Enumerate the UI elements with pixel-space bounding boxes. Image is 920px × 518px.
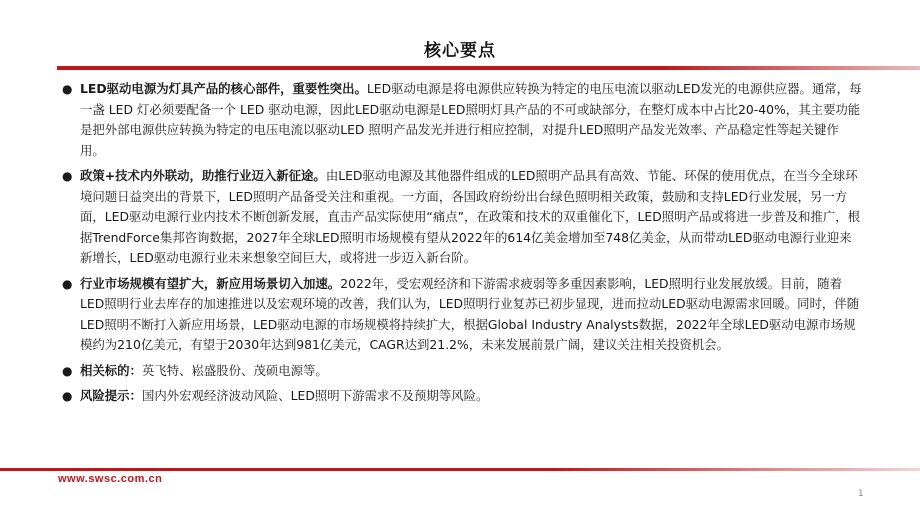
list-item-text <box>80 274 862 356</box>
list-item-heading: 行业市场规模有望扩大，新应用场景切入加速。 <box>80 275 341 291</box>
bullet-icon: ● <box>62 389 73 403</box>
list-item-text <box>80 386 862 407</box>
list-item-text <box>80 166 862 269</box>
bullet-icon: ● <box>62 82 73 96</box>
list-item <box>62 274 862 356</box>
list-item <box>62 361 862 382</box>
list-item-body: 由LED驱动电源及其他器件组成的LED照明产品具有高效、节能、环保的使用优点，在当今全球环境问题日益突出的背景下，LED照明产品备受关注和重视。一方面，各国政府纷纷出台绿色照明相关政策，鼓励和支持LED行业发展，另一方面，LED驱动电源行业内技术不断创新发展，直击产品实际使用“痛点”，在政策和技术的双重催化下，LED照明产品或将进一步普及和推广，根据TrendForce集邦咨询数据，2027年全球LED照明市场规模有望从2022年的614亿美金增加至748亿美金，从而带动LED驱动电源行业迎来新增长，LED驱动电源行业未来想象空间巨大，或将进一步迈入新台阶。 <box>80 168 861 265</box>
bullet-icon: ● <box>62 169 73 183</box>
list-item-body: 国内外宏观经济波动风险、LED照明下游需求不及预期等风险。 <box>141 388 489 403</box>
list-item-heading: 政策+技术内外联动，助推行业迈入新征途。 <box>80 168 326 183</box>
list-item-text <box>80 361 862 382</box>
list-item-body: 2022年，受宏观经济和下游需求疲弱等多重因素影响，LED照明行业发展放缓。目前，随着LED照明行业去库存的加速推进以及宏观环境的改善，我们认为，LED照明行业复苏已初步显现，进而拉动LED驱动电源需求回暖。同时，伴随LED照明不断打入新应用场景，LED驱动电源的市场规模将持续扩大，根据Global Industry Analysts数据，2022年全球LED驱动电源市场规模约为210亿美元，有望于2030年达到981亿美元，CAGR达到21.2%，未来发展前景广阔，建议关注相关投资机会。 <box>80 275 860 352</box>
title-divider <box>57 66 920 70</box>
list-item <box>62 79 862 161</box>
list-item-heading: LED驱动电源为灯具产品的核心部件，重要性突出。 <box>80 81 367 96</box>
list-item-body: 英飞特、崧盛股份、茂硕电源等。 <box>141 362 328 378</box>
page-title: 核心要点 <box>424 41 496 61</box>
key-points-list <box>62 79 862 412</box>
list-item-heading: 相关标的： <box>80 362 142 378</box>
list-item <box>62 386 862 407</box>
list-item-text <box>80 79 862 161</box>
list-item-heading: 风险提示： <box>80 388 142 403</box>
bullet-icon: ● <box>62 363 73 378</box>
list-item-body: LED驱动电源是将电源供应转换为特定的电压电流以驱动LED发光的电源供应器。通常，每一盏 LED 灯必须要配备一个 LED 驱动电源，因此LED驱动电源是LED照明灯具产品的不可或缺部分，在整灯成本中占比20-40%，其主要功能是把外部电源供应转换为特定的电压电流以驱动LED 照明产品发光并进行相应控制，对提升LED照明产品发光效率、产品稳定性等起关键作用。 <box>80 81 862 158</box>
footer-divider <box>0 468 920 471</box>
footer-website-link[interactable]: www.swsc.com.cn <box>58 473 163 485</box>
page-number: 1 <box>858 489 864 499</box>
list-item <box>62 166 862 269</box>
bullet-icon: ● <box>62 276 73 291</box>
